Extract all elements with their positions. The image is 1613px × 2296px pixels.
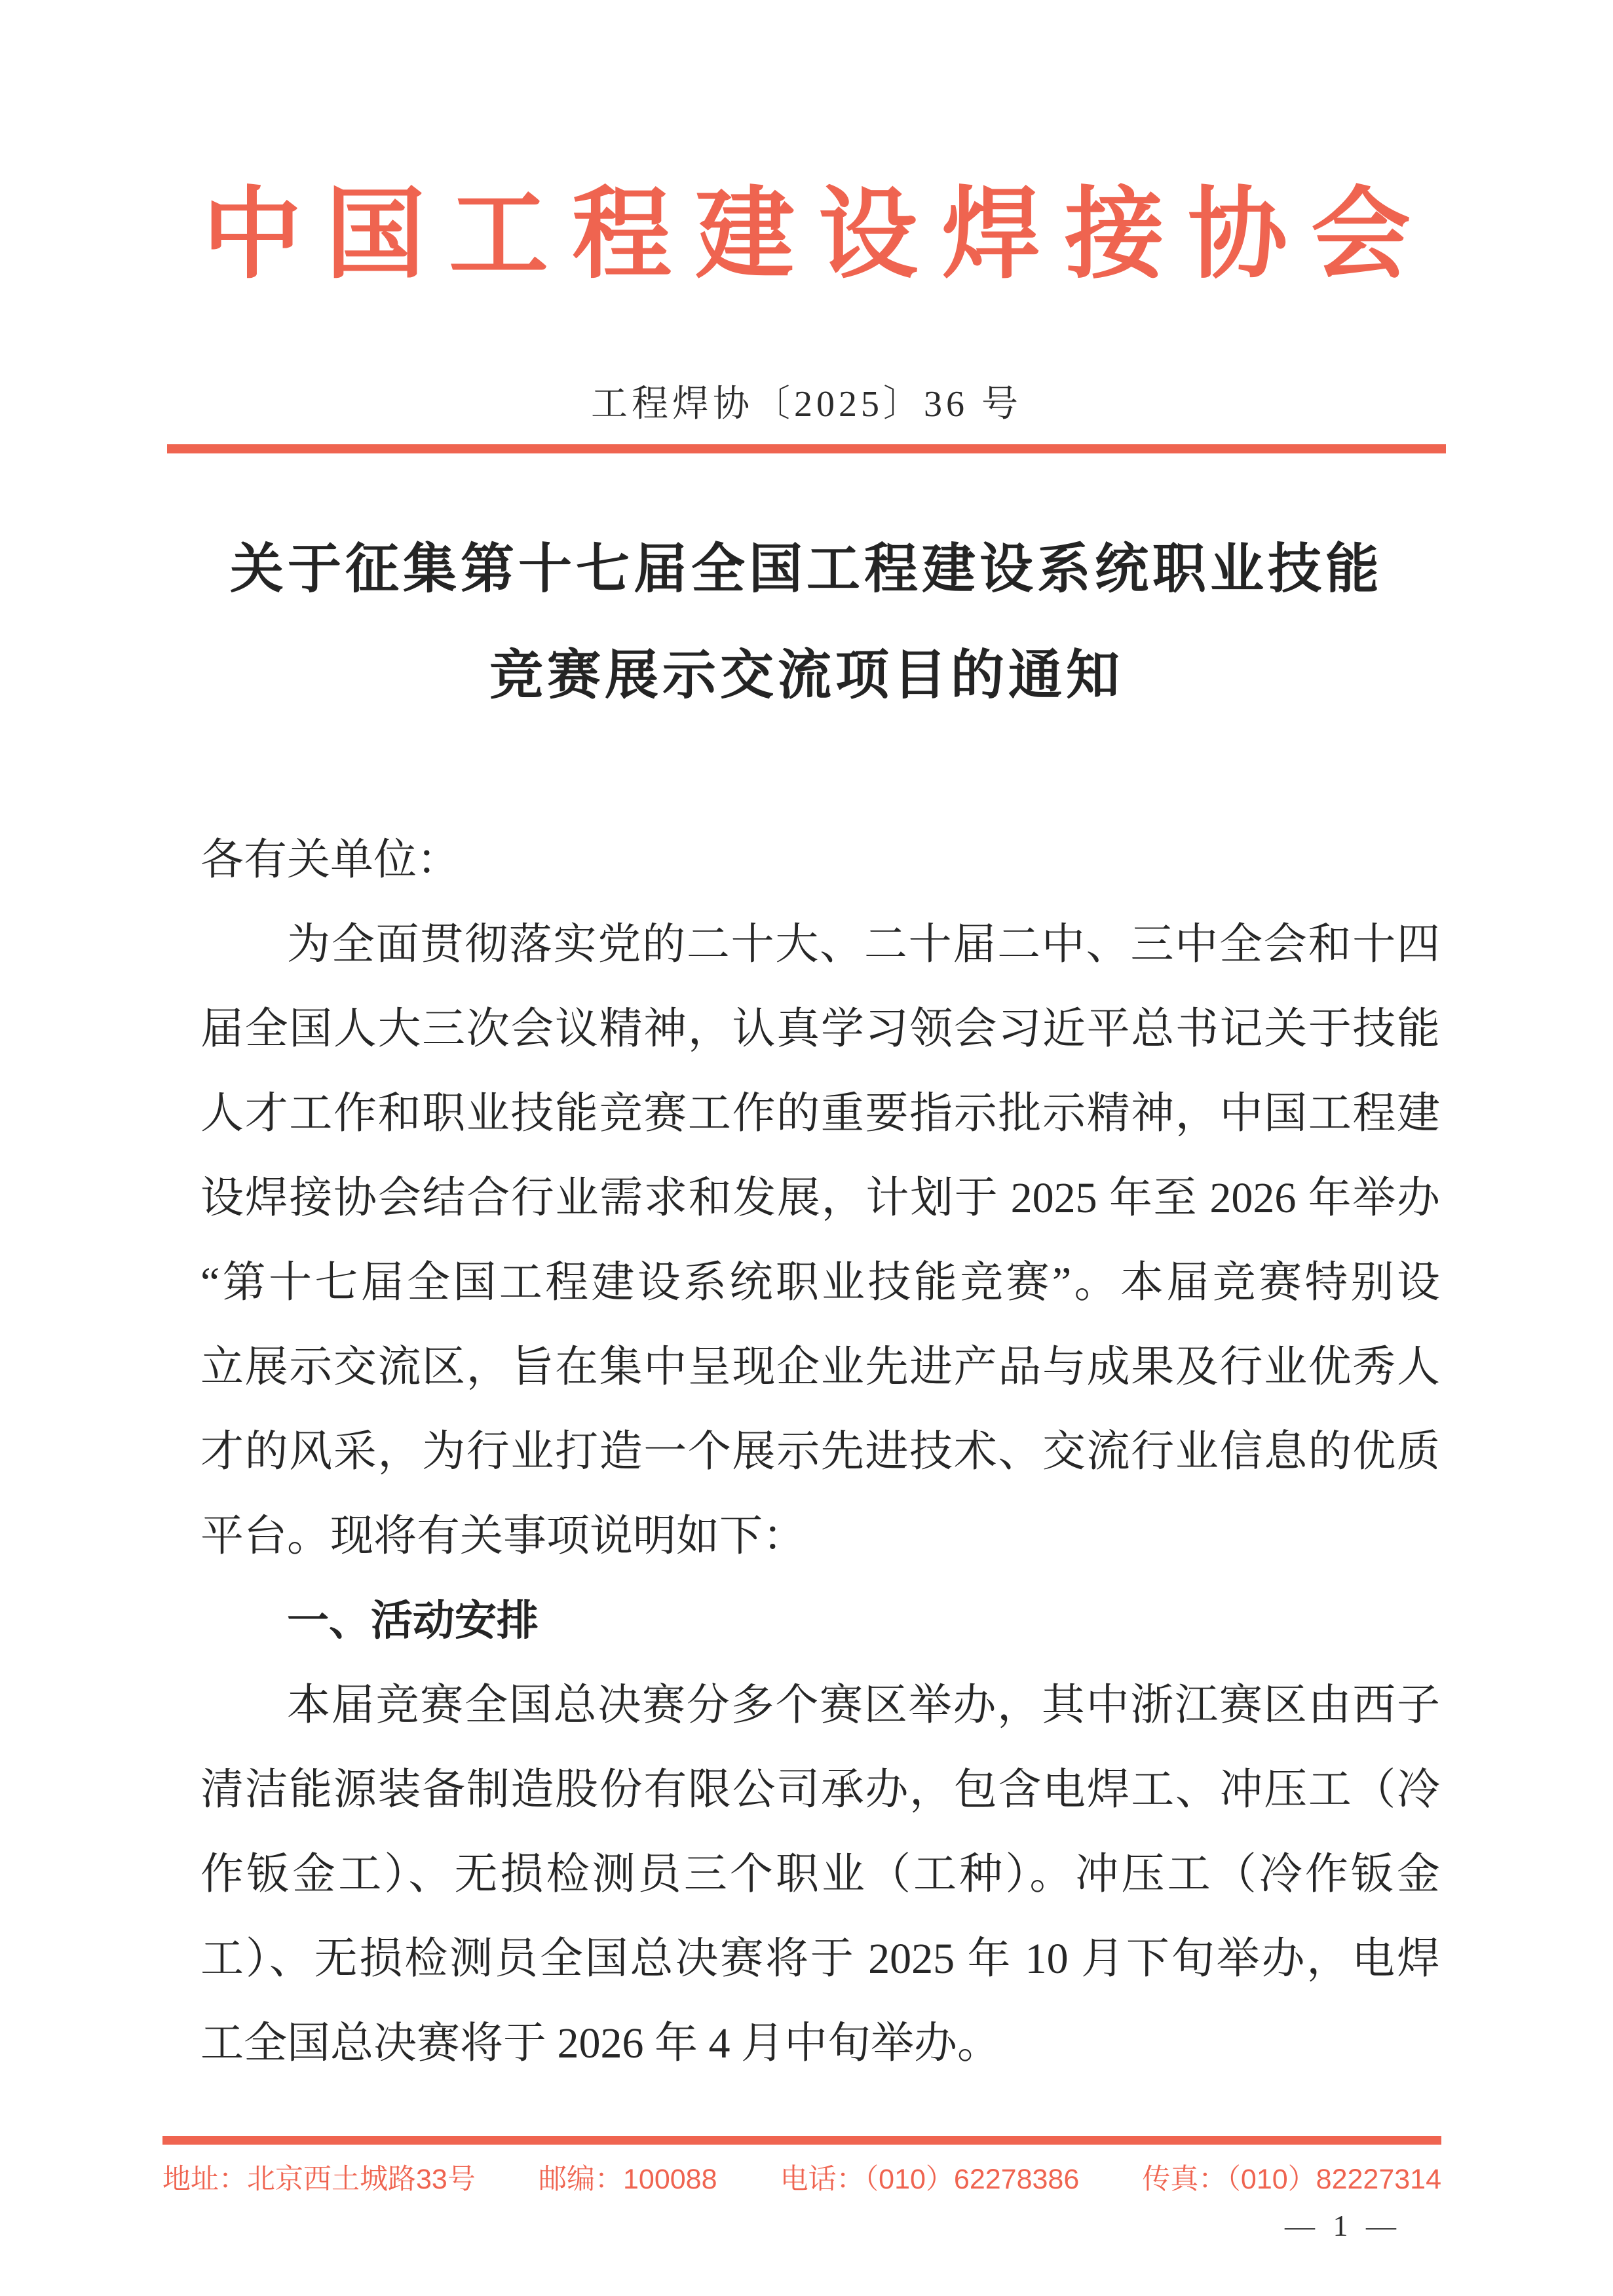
footer-contact-info	[162, 2157, 1441, 2197]
paragraph-1-line: 才的风采，为行业打造一个展示先进技术、交流行业信息的优质	[200, 1428, 1440, 1476]
paragraph-2-line: 本届竞赛全国总决赛分多个赛区举办，其中浙江赛区由西子	[287, 1681, 1440, 1729]
notice-title-line-1: 关于征集第十七届全国工程建设系统职业技能	[229, 539, 1383, 599]
page-number: — 1 —	[1285, 2209, 1401, 2242]
paragraph-1-line: 立展示交流区，旨在集中呈现企业先进产品与成果及行业优秀人	[200, 1343, 1440, 1391]
notice-title	[0, 516, 1613, 729]
paragraph-1-line: “第十七届全国工程建设系统职业技能竞赛”。本届竞赛特别设	[200, 1259, 1440, 1307]
paragraph-2-line: 工全国总决赛将于 2026 年 4 月中旬举办。	[200, 2019, 1000, 2067]
section-heading-activity-arrangement: 一、活动安排	[287, 1597, 539, 1644]
paragraph-1-line: 人才工作和职业技能竞赛工作的重要指示批示精神，中国工程建	[200, 1090, 1440, 1138]
footer-postcode: 邮编：100088	[539, 2164, 717, 2195]
paragraph-2-line: 工）、无损检测员全国总决赛将于 2025 年 10 月下旬举办，电焊	[200, 1935, 1440, 1983]
footer-divider-rule	[162, 2136, 1441, 2145]
notice-title-line-2: 竞赛展示交流项目的通知	[489, 645, 1124, 705]
document-number: 工程焊协〔2025〕36 号	[591, 384, 1022, 425]
letterhead-divider-rule	[167, 444, 1446, 453]
paragraph-2-line: 清洁能源装备制造股份有限公司承办，包含电焊工、冲压工（冷	[200, 1766, 1440, 1814]
footer-address: 地址：北京西土城路33号	[162, 2164, 476, 2195]
paragraph-1-line: 设焊接协会结合行业需求和发展，计划于 2025 年至 2026 年举办	[200, 1174, 1440, 1222]
footer-phone: 电话：（010）62278386	[780, 2164, 1080, 2195]
salutation: 各有关单位：	[200, 836, 460, 884]
paragraph-2-line: 作钣金工）、无损检测员三个职业（工种）。冲压工（冷作钣金	[200, 1850, 1440, 1898]
notice-body	[200, 818, 1440, 2086]
footer-fax: 传真：（010）82227314	[1142, 2164, 1441, 2195]
paragraph-1-line: 为全面贯彻落实党的二十大、二十届二中、三中全会和十四	[287, 921, 1440, 968]
letterhead-org-name: 中国工程建设焊接协会	[202, 180, 1434, 290]
paragraph-1-line: 届全国人大三次会议精神，认真学习领会习近平总书记关于技能	[200, 1005, 1440, 1053]
paragraph-1-line: 平台。现将有关事项说明如下：	[200, 1512, 806, 1560]
